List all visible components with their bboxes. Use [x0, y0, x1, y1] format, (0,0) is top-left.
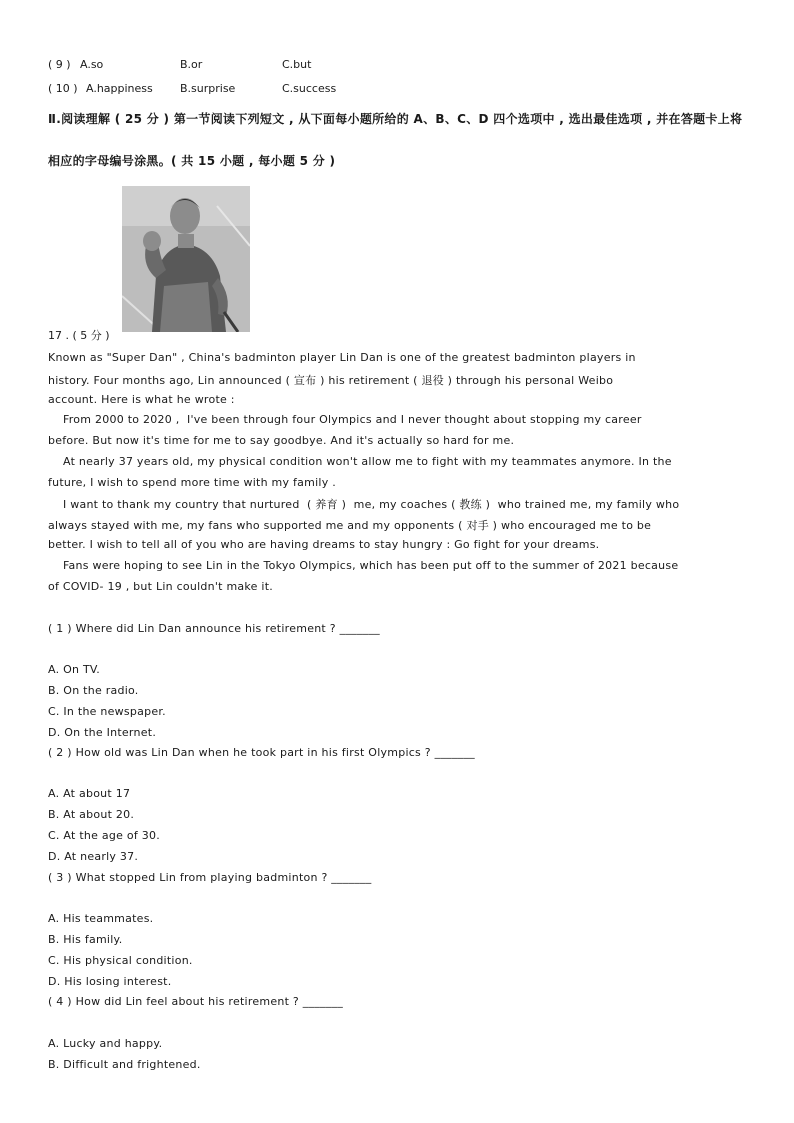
- passage-line: before. But now it's time for me to say goodbye. And it's actually so hard for me.: [48, 434, 515, 447]
- answer-option: C. His physical condition.: [48, 954, 193, 967]
- option-c: C.but: [282, 58, 312, 71]
- athlete-photo: [122, 186, 250, 332]
- passage-line: better. I wish to tell all of you who are having dreams to stay hungry : Go fight for your dreams.: [48, 538, 600, 551]
- passage-line: Fans were hoping to see Lin in the Tokyo Olympics, which has been put off to the summer of 2021 because: [48, 559, 679, 572]
- option-b: B.surprise: [180, 82, 236, 95]
- passage-line: From 2000 to 2020 , I've been through four Olympics and I never thought about stopping my career: [48, 413, 642, 426]
- option-b: B.or: [180, 58, 203, 71]
- question-text: ( 1 ) Where did Lin Dan announce his retirement ? _______: [48, 622, 380, 635]
- question-text: ( 2 ) How old was Lin Dan when he took part in his first Olympics ? _______: [48, 746, 475, 759]
- passage-line: history. Four months ago, Lin announced ( 宣布 ) his retirement ( 退役 ) through his personal Weibo: [48, 374, 614, 387]
- passage-line: account. Here is what he wrote :: [48, 393, 235, 406]
- athlete-photo-graphic: [122, 186, 250, 332]
- answer-option: D. His losing interest.: [48, 975, 172, 988]
- section-heading-line-1: Ⅱ.阅读理解 ( 25 分 ) 第一节阅读下列短文 , 从下面每小题所给的 A、B、C、D 四个选项中 , 选出最佳选项 , 并在答题卡上将: [48, 112, 743, 126]
- passage-line: future, I wish to spend more time with my family .: [48, 476, 336, 489]
- option-a: A.so: [80, 58, 104, 71]
- question-17-label: 17 . ( 5 分 ): [48, 329, 110, 342]
- option-c: C.success: [282, 82, 337, 95]
- answer-option: C. At the age of 30.: [48, 829, 160, 842]
- answer-option: A. At about 17: [48, 787, 131, 800]
- question-number: ( 10 ): [48, 82, 78, 95]
- answer-option: A. On TV.: [48, 663, 101, 676]
- answer-option: A. Lucky and happy.: [48, 1037, 163, 1050]
- section-heading-line-2: 相应的字母编号涂黑。( 共 15 小题 , 每小题 5 分 ): [48, 154, 336, 168]
- answer-option: B. Difficult and frightened.: [48, 1058, 201, 1071]
- option-a: A.happiness: [86, 82, 153, 95]
- answer-option: D. On the Internet.: [48, 726, 157, 739]
- passage-line: At nearly 37 years old, my physical condition won't allow me to fight with my teammates anymore. In the: [48, 455, 672, 468]
- answer-option: B. At about 20.: [48, 808, 135, 821]
- question-text: ( 3 ) What stopped Lin from playing badminton ? _______: [48, 871, 372, 884]
- passage-line: of COVID- 19 , but Lin couldn't make it.: [48, 580, 274, 593]
- question-text: ( 4 ) How did Lin feel about his retirement ? _______: [48, 995, 344, 1008]
- answer-option: D. At nearly 37.: [48, 850, 139, 863]
- answer-option: B. On the radio.: [48, 684, 139, 697]
- passage-line: I want to thank my country that nurtured ( 养育 ) me, my coaches ( 教练 ) who trained me, my family who: [48, 498, 680, 511]
- answer-option: C. In the newspaper.: [48, 705, 166, 718]
- answer-option: A. His teammates.: [48, 912, 154, 925]
- passage-line: Known as "Super Dan" , China's badminton player Lin Dan is one of the greatest badminton players in: [48, 351, 636, 364]
- question-number: ( 9 ): [48, 58, 71, 71]
- passage-line: always stayed with me, my fans who supported me and my opponents ( 对手 ) who encouraged me to be: [48, 519, 652, 532]
- answer-option: B. His family.: [48, 933, 123, 946]
